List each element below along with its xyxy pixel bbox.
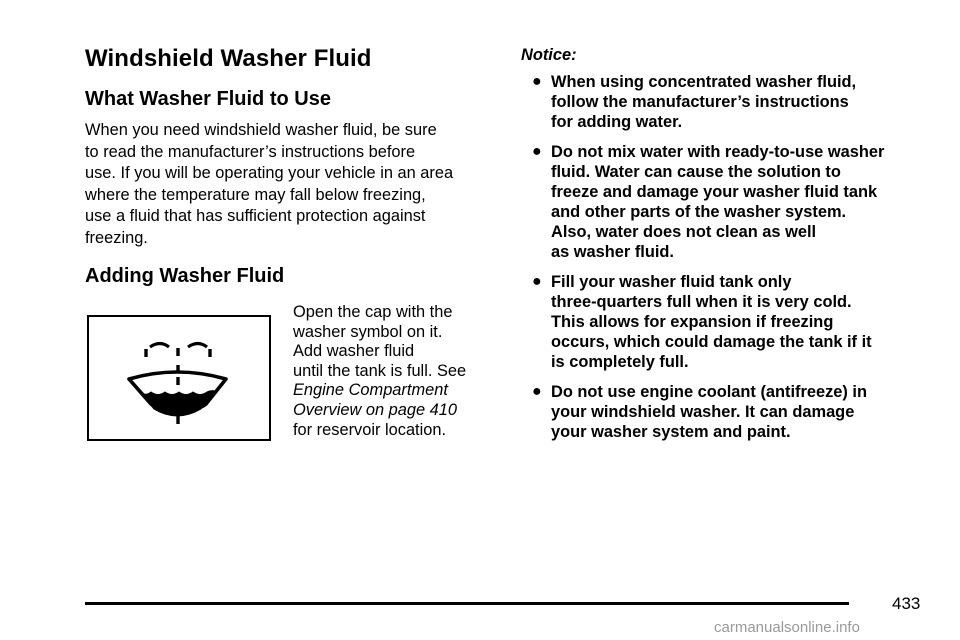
bullet-line: fluid. Water can cause the solution to <box>551 163 841 181</box>
bullet-line: your washer system and paint. <box>551 423 791 441</box>
bullet-line: follow the manufacturer’s instructions <box>551 93 849 111</box>
bullet-icon: ● <box>532 73 542 90</box>
bullet-text <box>551 142 931 262</box>
bullet-line: When using concentrated washer fluid, <box>551 73 857 91</box>
bullet-icon: ● <box>532 143 542 160</box>
notice-bullet-item <box>521 72 931 132</box>
bullet-line: and other parts of the washer system. <box>551 203 847 221</box>
paragraph-line: freezing. <box>85 228 148 247</box>
instruction-line: Add washer fluid <box>293 342 415 361</box>
notice-label: Notice: <box>521 46 577 64</box>
instruction-line: until the tank is full. See <box>293 361 467 380</box>
paragraph-line: where the temperature may fall below freezing, <box>85 185 426 204</box>
bullet-line: as washer fluid. <box>551 243 674 261</box>
paragraph-line: use. If you will be operating your vehicle in an area <box>85 164 454 182</box>
section-heading-what-fluid: What Washer Fluid to Use <box>85 88 331 110</box>
page-number: 433 <box>892 594 921 613</box>
bullet-line: Do not mix water with ready-to-use washer <box>551 143 885 161</box>
bullet-line: occurs, which could damage the tank if it <box>551 333 872 351</box>
instruction-line: washer symbol on it. <box>293 322 443 341</box>
page-title: Windshield Washer Fluid <box>85 45 372 72</box>
paragraph-line: When you need windshield washer fluid, be sure <box>85 121 437 139</box>
bullet-text <box>551 72 931 132</box>
instruction-line: Open the cap with the <box>293 303 453 321</box>
bullet-line: freeze and damage your washer fluid tank <box>551 183 878 201</box>
bullet-icon: ● <box>532 383 542 400</box>
notice-bullet-item <box>521 142 931 262</box>
paragraph-line: use a fluid that has sufficient protection against <box>85 207 426 225</box>
washer-fluid-symbol-icon <box>89 317 273 443</box>
bullet-line: This allows for expansion if freezing <box>551 313 834 331</box>
paragraph-line: to read the manufacturer’s instructions before <box>85 142 416 161</box>
notice-bullet-item <box>521 382 931 442</box>
bullet-line: Also, water does not clean as well <box>551 223 817 241</box>
washer-symbol-frame <box>87 315 271 441</box>
footer-rule <box>85 602 849 605</box>
instruction-line: for reservoir location. <box>293 420 447 439</box>
notice-bullet-list <box>521 72 931 442</box>
adding-fluid-instructions <box>293 303 503 440</box>
bullet-text <box>551 382 931 442</box>
bullet-line: Fill your washer fluid tank only <box>551 273 792 291</box>
washer-symbol-figure <box>85 303 497 453</box>
bullet-line: Do not use engine coolant (antifreeze) in <box>551 383 867 401</box>
bullet-line: three-quarters full when it is very cold. <box>551 293 852 311</box>
section-paragraph-what-fluid <box>85 120 497 249</box>
notice-bullet-item <box>521 272 931 372</box>
bullet-line: for adding water. <box>551 113 683 131</box>
section-heading-adding-fluid: Adding Washer Fluid <box>85 265 285 287</box>
bullet-icon: ● <box>532 273 542 290</box>
bullet-line: your windshield washer. It can damage <box>551 403 855 421</box>
left-column <box>85 44 497 453</box>
bullet-line: is completely full. <box>551 353 689 371</box>
bullet-text <box>551 272 931 372</box>
watermark: carmanualsonline.info <box>714 619 860 636</box>
cross-reference-link[interactable]: Engine Compartment <box>293 381 448 400</box>
right-column <box>521 44 931 442</box>
cross-reference-link[interactable]: Overview on page 410 <box>293 400 458 419</box>
